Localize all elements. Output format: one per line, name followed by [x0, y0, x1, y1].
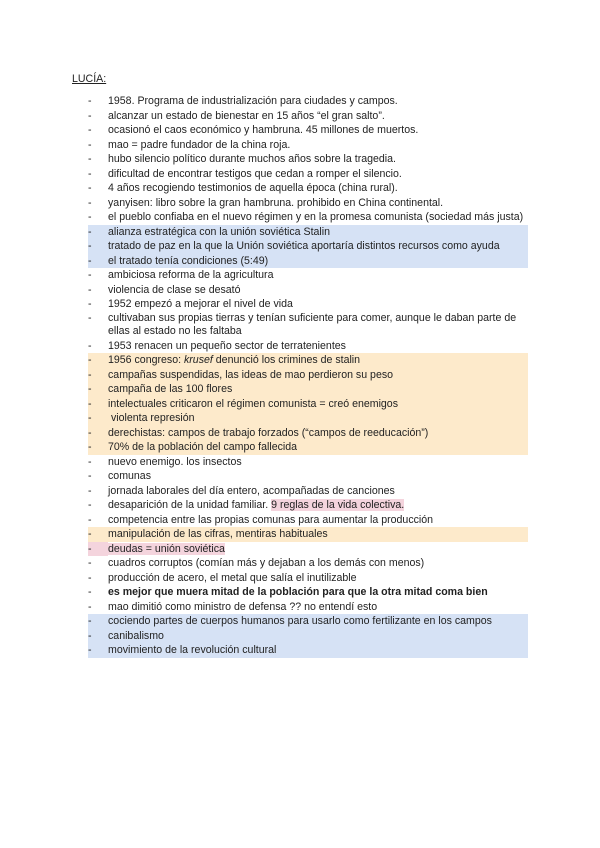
- list-item-text: derechistas: campos de trabajo forzados (“campos de reeducación”): [108, 426, 429, 439]
- list-item-text-part: denunció los crimines de stalin: [212, 354, 361, 366]
- list-item: [88, 94, 528, 109]
- list-item: [88, 469, 528, 484]
- list-item: [88, 339, 528, 354]
- bullet-dash: -: [88, 470, 92, 482]
- list-item: [88, 181, 528, 196]
- list-item-text: violencia de clase se desató: [108, 283, 241, 296]
- list-item-text: el pueblo confiaba en el nuevo régimen y en la promesa comunista (sociedad más justa): [108, 211, 524, 223]
- bullet-dash: -: [88, 397, 92, 410]
- bullet-dash: -: [88, 211, 92, 223]
- bullet-dash: -: [88, 426, 92, 439]
- list-item-text: manipulación de las cifras, mentiras habituales: [108, 528, 328, 540]
- list-item: [88, 152, 528, 167]
- list-item: [88, 571, 528, 586]
- list-item: [88, 600, 528, 615]
- list-item-text: competencia entre las propias comunas para aumentar la producción: [108, 513, 434, 526]
- bullet-dash: -: [88, 254, 92, 267]
- list-item-text: dificultad de encontrar testigos que cedan a romper el silencio.: [108, 167, 402, 180]
- list-item: [88, 210, 528, 225]
- list-item-text: cociendo partes de cuerpos humanos para usarlo como fertilizante en los campos: [108, 615, 492, 627]
- list-item-text: campañas suspendidas, las ideas de mao perdieron su peso: [108, 368, 394, 381]
- bullet-dash: -: [88, 484, 92, 497]
- bullet-dash: -: [88, 95, 92, 107]
- list-item-text: producción de acero, el metal que salía el inutilizable: [108, 571, 357, 584]
- list-item-text: yanyisen: libro sobre la gran hambruna. prohibido en China continental.: [108, 196, 444, 209]
- bullet-dash: -: [88, 182, 92, 194]
- list-item-text: comunas: [108, 470, 151, 482]
- list-item-text: movimiento de la revolución cultural: [108, 644, 277, 656]
- bullet-dash: -: [88, 455, 92, 468]
- list-item-text: 4 años recogiendo testimonios de aquella época (china rural).: [108, 182, 398, 194]
- list-item-highlight-yellow: [88, 382, 528, 397]
- bullet-dash: -: [88, 368, 92, 381]
- list-item-highlight-blue: [88, 614, 528, 629]
- list-item-highlight-yellow: [88, 411, 528, 426]
- list-item-highlight-yellow: [88, 368, 528, 383]
- list-item-highlight-blue: [88, 225, 528, 240]
- list-item-text-part: desaparición de la unidad familiar.: [108, 499, 272, 511]
- bullet-dash: -: [88, 615, 92, 627]
- bullet-dash: -: [88, 269, 92, 281]
- list-item-text: alianza estratégica con la unión soviética Stalin: [108, 225, 331, 238]
- list-item-highlight-yellow: [88, 353, 528, 368]
- bullet-dash: -: [88, 138, 92, 151]
- list-item: [88, 268, 528, 283]
- bullet-dash: -: [88, 354, 92, 366]
- list-item-text: 1952 empezó a mejorar el nivel de vida: [108, 298, 293, 310]
- list-item: [88, 138, 528, 153]
- bullet-dash: -: [88, 528, 92, 540]
- list-item-text-bold: es mejor que muera mitad de la población para que la otra mitad coma bien: [108, 586, 488, 598]
- list-item-highlight-blue: [88, 254, 528, 269]
- bullet-dash: -: [88, 196, 92, 209]
- list-item-text: ambiciosa reforma de la agricultura: [108, 269, 274, 281]
- list-item-highlight-yellow: [88, 527, 528, 542]
- list-item-highlight-yellow: [88, 440, 528, 455]
- bullet-dash: -: [88, 557, 92, 569]
- bullet-dash: -: [88, 225, 92, 238]
- list-item: [88, 585, 528, 600]
- list-item: [88, 297, 528, 312]
- bullet-dash: -: [88, 283, 92, 296]
- list-item-text-highlight-pink: 9 reglas de la vida colectiva.: [271, 499, 405, 511]
- bullet-dash: -: [88, 600, 92, 613]
- list-item-text-italic: krusef: [183, 354, 213, 366]
- bullet-dash: -: [88, 240, 92, 252]
- list-item: [88, 167, 528, 182]
- bullet-dash: -: [88, 383, 92, 395]
- list-item-highlight-yellow: [88, 397, 528, 412]
- list-item-text-part: 1956 congreso:: [108, 354, 184, 366]
- bullet-dash: -: [88, 629, 92, 642]
- list-item: [88, 196, 528, 211]
- bullet-dash: -: [88, 339, 92, 352]
- list-item-text: cultivaban sus propias tierras y tenían suficiente para comer, aunque le daban parte de ellas al estado no les faltaba: [108, 311, 517, 337]
- list-item: [88, 498, 528, 513]
- bullet-dash: -: [88, 167, 92, 180]
- list-item-text: [108, 542, 528, 557]
- bullet-dash: -: [88, 441, 92, 453]
- list-item-highlight-blue: [88, 629, 528, 644]
- list-item-text: 70% de la población del campo fallecida: [108, 441, 298, 453]
- list-item: [88, 123, 528, 138]
- list-item-highlight-yellow: [88, 426, 528, 441]
- list-item-text: mao = padre fundador de la china roja.: [108, 138, 291, 151]
- list-item-text: el tratado tenía condiciones (5:49): [108, 254, 269, 267]
- list-item: [88, 283, 528, 298]
- bullet-dash: -: [88, 571, 92, 584]
- list-item-text: mao dimitió como ministro de defensa ?? no entendí esto: [108, 600, 378, 613]
- list-item-highlight-blue: [88, 239, 528, 254]
- bullet-dash: -: [88, 499, 92, 511]
- list-item-text: cuadros corruptos (comían más y dejaban a los demás con menos): [108, 557, 425, 569]
- list-item-text-highlight-pink: deudas = unión soviética: [108, 542, 225, 555]
- list-item-text: 1953 renacen un pequeño sector de terratenientes: [108, 339, 346, 352]
- list-item: [88, 312, 528, 339]
- list-item-text: [108, 353, 528, 368]
- list-item-text: [108, 498, 528, 513]
- list-item-text: intelectuales criticaron el régimen comunista = creó enemigos: [108, 397, 398, 410]
- bullet-dash: -: [88, 153, 92, 165]
- notes-list: [88, 94, 528, 658]
- list-item-text: campaña de las 100 flores: [108, 383, 233, 395]
- list-item-text: violenta represión: [108, 412, 195, 424]
- list-item-text: ocasionó el caos económico y hambruna. 45 millones de muertos.: [108, 124, 419, 136]
- bullet-dash: -: [88, 311, 92, 324]
- list-item-text: hubo silencio político durante muchos años sobre la tragedia.: [108, 153, 396, 165]
- list-item: [88, 109, 528, 124]
- list-item-text: tratado de paz en la que la Unión soviética aportaría distintos recursos como ayuda: [108, 240, 500, 252]
- bullet-dash: -: [88, 644, 92, 656]
- list-item-highlight-blue: [88, 643, 528, 658]
- bullet-dash: -: [88, 124, 92, 136]
- list-item-text: nuevo enemigo. los insectos: [108, 455, 242, 468]
- list-item: [88, 542, 528, 557]
- list-item-text: jornada laborales del día entero, acompañadas de canciones: [108, 484, 395, 497]
- bullet-dash: -: [88, 298, 92, 310]
- list-item-text: canibalismo: [108, 629, 164, 642]
- bullet-dash: -: [88, 513, 92, 526]
- list-item: [88, 455, 528, 470]
- bullet-dash: -: [88, 586, 92, 598]
- list-item: [88, 513, 528, 528]
- bullet-dash: -: [88, 412, 92, 424]
- list-item-text: alcanzar un estado de bienestar en 15 años “el gran salto”.: [108, 109, 385, 122]
- list-item-text: 1958. Programa de industrialización para ciudades y campos.: [108, 95, 398, 107]
- bullet-dash: -: [88, 542, 108, 557]
- list-item: [88, 484, 528, 499]
- section-heading: LUCÍA:: [72, 73, 107, 85]
- bullet-dash: -: [88, 109, 92, 122]
- list-item: [88, 556, 528, 571]
